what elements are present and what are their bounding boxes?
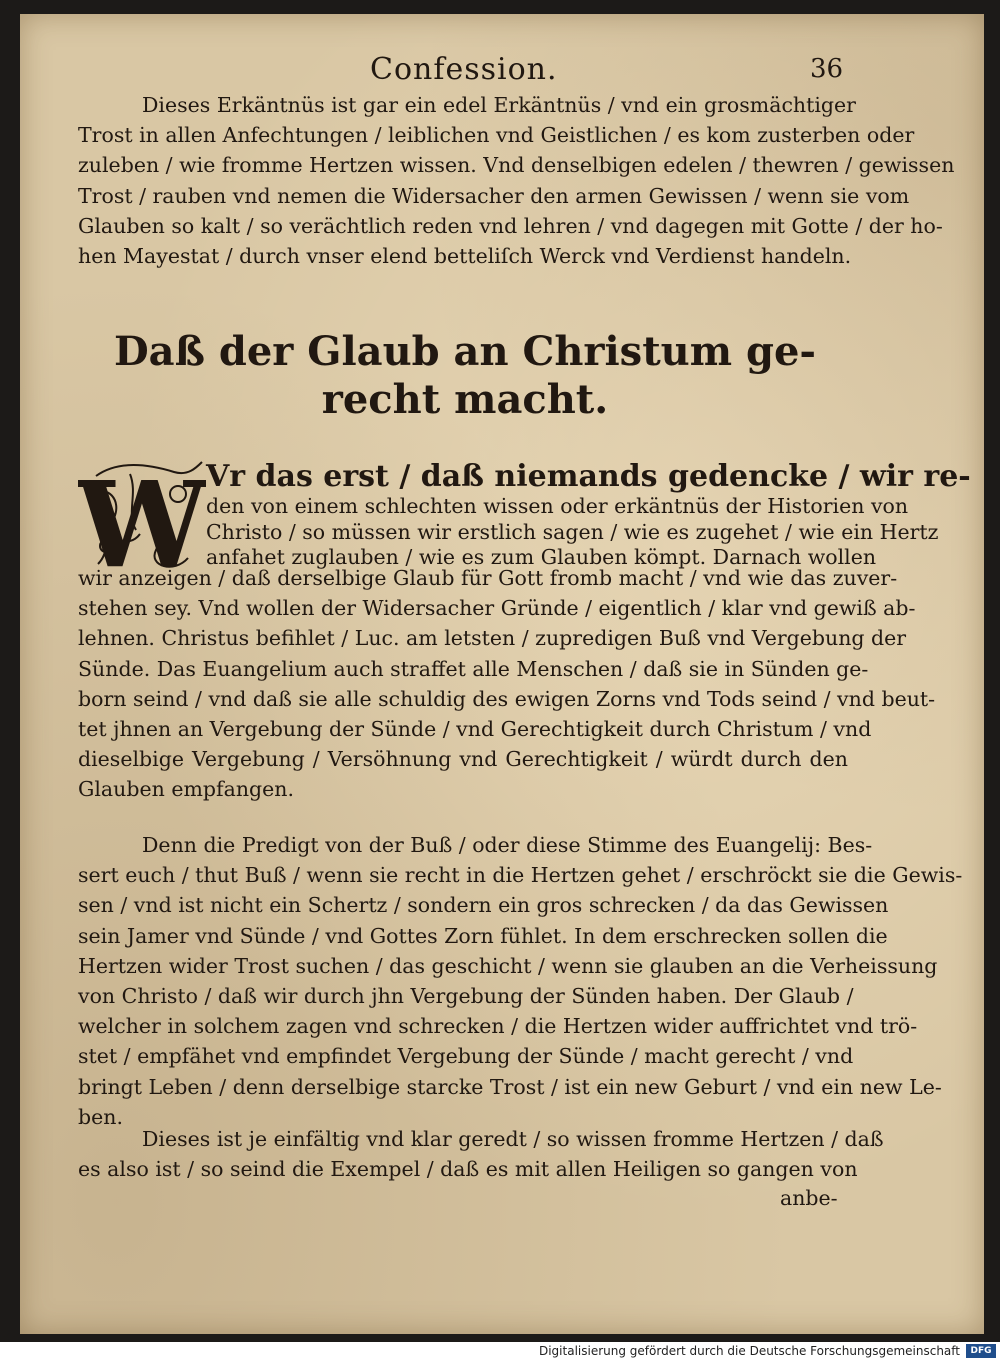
running-title: Confession. — [370, 52, 558, 87]
initial-letter: W — [78, 455, 206, 582]
text-line: born seind / vnd daß sie alle schuldig des ewigen Zorns vnd Tods seind / vnd beut- — [78, 686, 936, 711]
text-line: Vr das erst / daß niemands gedencke / wir re- — [206, 459, 971, 494]
text-line: Trost / rauben vnd nemen die Widersacher den armen Gewissen / wenn sie vom — [78, 183, 910, 208]
paragraph-3 — [78, 830, 963, 1132]
page-number: 36 — [810, 54, 844, 84]
text-line: von Christo / daß wir durch jhn Vergebung der Sünden haben. Der Glaub / — [78, 984, 854, 1009]
funding-credit: Digitalisierung gefördert durch die Deutsche Forschungsgemeinschaft — [538, 1344, 960, 1358]
text-line: sen / vnd ist nicht ein Schertz / sondern ein gros schrecken / da das Gewissen — [78, 893, 889, 918]
text-line: welcher in solchem zagen vnd schrecken / die Hertzen wider auffrichtet vnd trö- — [78, 1014, 918, 1039]
catchword: anbe- — [780, 1186, 838, 1210]
text-line: Christo / so müssen wir erstlich sagen / wie es zugehet / wie ein Hertz — [206, 519, 939, 544]
text-line: Glauben so kalt / so verächtlich reden vnd lehren / vnd dagegen mit Gotte / der ho- — [78, 213, 943, 238]
text-line: anfahet zuglauben / wie es zum Glauben kömpt. Darnach wollen — [206, 545, 877, 569]
text-line: tet jhnen an Vergebung der Sünde / vnd Gerechtigkeit durch Christum / vnd — [78, 717, 872, 742]
section-heading — [80, 328, 850, 424]
paragraph-2-opening — [206, 459, 971, 571]
heading-line-1: Daß der Glaub an Christum ge- — [113, 328, 817, 375]
text-line: stet / empfähet vnd empfindet Vergebung der Sünde / macht gerecht / vnd — [78, 1044, 854, 1069]
text-line: Dieses Erkäntnüs ist gar ein edel Erkäntnüs / vnd ein grosmächtiger — [142, 93, 856, 117]
text-line: stehen sey. Vnd wollen der Widersacher Gründe / eigentlich / klar vnd gewiß ab- — [78, 596, 916, 621]
paragraph-4 — [78, 1124, 884, 1184]
paragraph-1 — [78, 90, 955, 271]
text-line: wir anzeigen / daß derselbige Glaub für Gott fromb macht / vnd wie das zuver- — [78, 566, 898, 590]
text-line: es also ist / so seind die Exempel / daß es mit allen Heiligen so gangen von — [78, 1157, 858, 1182]
text-line: den von einem schlechten wissen oder erkäntnüs der Historien von — [206, 494, 909, 518]
text-line: Dieses ist je einfältig vnd klar geredt / so wissen fromme Hertzen / daß — [142, 1127, 884, 1151]
dfg-logo-icon: DFG — [966, 1344, 996, 1358]
digitization-footer — [0, 1342, 1000, 1361]
text-line: hen Mayestat / durch vnser elend betteliſch Werck vnd Verdienst handeln. — [78, 244, 852, 269]
text-line: Sünde. Das Euangelium auch straffet alle Menschen / daß sie in Sünden ge- — [78, 656, 869, 681]
text-line: Hertzen wider Trost suchen / das geschicht / wenn sie glauben an die Verheissung — [78, 953, 938, 978]
text-line: dieselbige Vergebung / Versöhnung vnd Gerechtigkeit / würdt durch den — [78, 747, 848, 772]
text-line: zuleben / wie fromme Hertzen wissen. Vnd denselbigen edelen / thewren / gewissen — [78, 153, 955, 178]
text-line: Glauben empfangen. — [78, 777, 295, 802]
paragraph-2 — [78, 563, 936, 805]
text-line: sein Jamer vnd Sünde / vnd Gottes Zorn fühlet. In dem erschrecken sollen die — [78, 923, 888, 948]
text-line: ben. — [78, 1104, 123, 1129]
text-line: lehnen. Christus befihlet / Luc. am letsten / zupredigen Buß vnd Vergebung der — [78, 626, 907, 651]
text-line: Denn die Predigt von der Buß / oder diese Stimme des Euangelij: Bes- — [142, 833, 873, 857]
text-line: Trost in allen Anfechtungen / leiblichen vnd Geistlichen / es kom zusterben oder — [78, 123, 915, 148]
text-line: sert euch / thut Buß / wenn sie recht in die Hertzen gehet / erschröckt sie die Gewis- — [78, 863, 963, 888]
heading-line-2: recht macht. — [321, 376, 609, 423]
text-line: bringt Leben / denn derselbige starcke Trost / ist ein new Geburt / vnd ein new Le- — [78, 1074, 942, 1099]
book-page — [20, 14, 984, 1334]
